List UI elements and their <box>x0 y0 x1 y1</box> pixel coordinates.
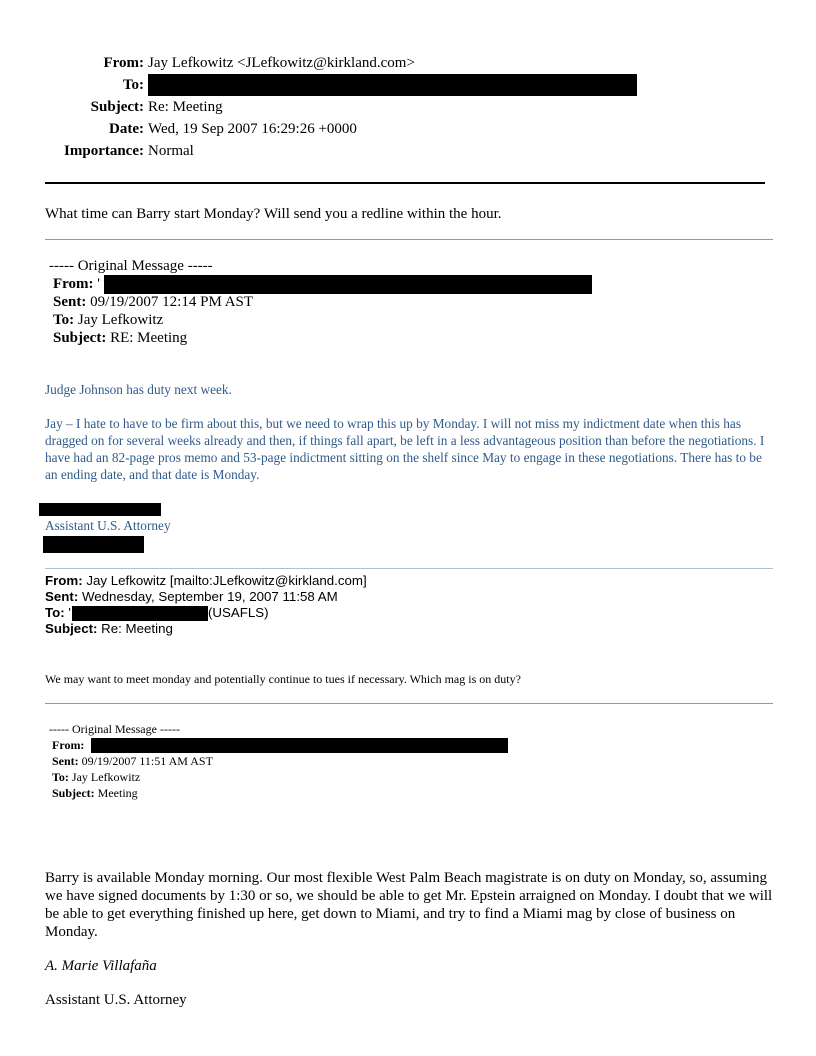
original2-sent-row <box>52 753 213 769</box>
redaction-bar <box>39 503 161 516</box>
redaction-bar <box>104 275 592 294</box>
forward-from-label: From: <box>45 573 83 588</box>
header-from-value: Jay Lefkowitz <JLefkowitz@kirkland.com> <box>148 55 415 71</box>
header-subject-label: Subject: <box>90 99 144 115</box>
original-body: Barry is available Monday morning. Our most flexible West Palm Beach magistrate is on duty on Monday, so, assuming we have signed documents by 1:30 or so, we should be able to get Mr. Epstein arraigned on Monday. I doubt that we will be able to get everything finished up here, get down to Miami, and try to find a Miami mag by close of business on Monday. <box>45 870 773 940</box>
forward-to-label: To: <box>45 605 65 620</box>
quoted-paragraph: Judge Johnson has duty next week. <box>45 382 232 397</box>
forward-from-value: Jay Lefkowitz [mailto:JLefkowitz@kirkland.com] <box>86 573 367 588</box>
reply-body: What time can Barry start Monday? Will send you a redline within the hour. <box>45 206 502 222</box>
original2-to-label: To: <box>52 770 69 784</box>
header-from-row <box>0 52 816 74</box>
original2-sent-value: 09/19/2007 11:51 AM AST <box>81 754 213 768</box>
original2-sent-label: Sent: <box>52 754 79 768</box>
forward-to-row <box>45 605 71 621</box>
forward-sent-value: Wednesday, September 19, 2007 11:58 AM <box>81 589 338 604</box>
signature-title: Assistant U.S. Attorney <box>45 518 171 533</box>
forward-sent-label: Sent: <box>45 589 79 604</box>
original-message-divider: ----- Original Message ----- <box>49 258 213 274</box>
header-importance-value: Normal <box>148 143 194 159</box>
message-divider <box>45 703 773 704</box>
forward-to-suffix: (USAFLS) <box>208 605 269 620</box>
original-to-row <box>53 311 163 329</box>
forward-subject-row <box>45 621 173 637</box>
forward-body: We may want to meet monday and potentially continue to tues if necessary. Which mag is on duty? <box>45 672 521 686</box>
header-subject-value: Re: Meeting <box>148 99 223 115</box>
header-date-label: Date: <box>109 121 144 137</box>
forward-subject-label: Subject: <box>45 621 98 636</box>
header-from-label: From: <box>103 55 144 71</box>
header-importance-row <box>0 140 816 162</box>
header-date-value: Wed, 19 Sep 2007 16:29:26 +0000 <box>148 121 357 137</box>
redaction-bar <box>148 74 637 96</box>
header-divider <box>45 182 765 184</box>
original2-subject-value: Meeting <box>97 786 138 800</box>
original-from-label: From: <box>53 276 94 292</box>
original-sent-row <box>53 293 253 311</box>
original-from-row <box>53 275 100 293</box>
forward-subject-value: Re: Meeting <box>101 621 173 636</box>
original2-from-label: From: <box>52 738 85 752</box>
forward-sent-row <box>45 589 338 605</box>
original-sent-label: Sent: <box>53 294 87 310</box>
header-date-row <box>0 118 816 140</box>
redaction-bar <box>43 536 144 553</box>
original2-subject-row <box>52 785 138 801</box>
original-from-value: ' <box>97 276 100 292</box>
original-to-value: Jay Lefkowitz <box>77 312 164 328</box>
original-subject-row <box>53 329 187 347</box>
original-subject-label: Subject: <box>53 330 107 346</box>
message-divider <box>45 239 773 240</box>
original-subject-value: RE: Meeting <box>110 330 188 346</box>
original-message-divider: ----- Original Message ----- <box>49 722 180 736</box>
original-sent-value: 09/19/2007 12:14 PM AST <box>90 294 254 310</box>
redaction-bar <box>91 738 508 753</box>
original2-to-row <box>52 769 140 785</box>
signature-title: Assistant U.S. Attorney <box>45 992 187 1008</box>
forward-from-row <box>45 573 367 589</box>
header-subject-row <box>0 96 816 118</box>
signature-name: A. Marie Villafaña <box>45 958 157 974</box>
header-to-label: To: <box>122 77 144 93</box>
original2-subject-label: Subject: <box>52 786 95 800</box>
original2-from-row <box>52 737 84 753</box>
original-to-label: To: <box>53 312 75 328</box>
original2-to-value: Jay Lefkowitz <box>71 770 141 784</box>
redaction-bar <box>72 606 208 621</box>
forward-to-prefix: ' <box>68 605 71 620</box>
quoted-paragraph: Jay – I hate to have to be firm about this, but we need to wrap this up by Monday. I will not miss my indictment date when this has dragged on for several weeks already and then, if things fall apart, be left in a less advantageous position than before the negotiations. I have had an 82-page pros memo and 53-page indictment sitting on the shelf since May to engage in these negotiations. There has to be an ending date, and that date is Monday. <box>45 416 765 482</box>
message-divider <box>45 568 773 569</box>
header-importance-label: Importance: <box>64 143 144 159</box>
